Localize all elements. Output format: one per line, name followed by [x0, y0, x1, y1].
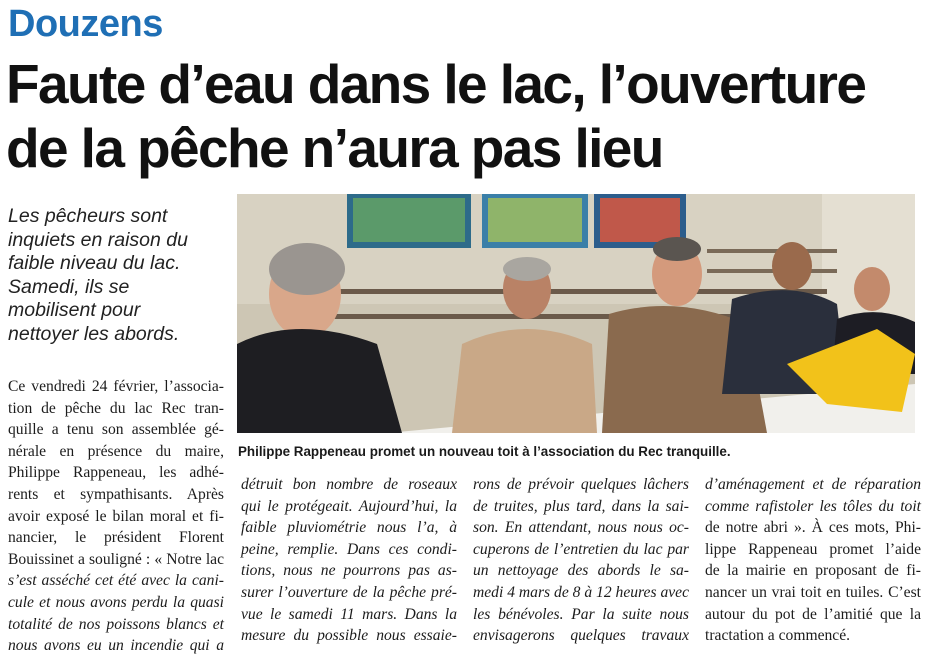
headline: [6, 52, 931, 180]
photo-illustration: [237, 194, 915, 433]
body-line: tractation a commencé.: [705, 627, 851, 645]
body-line: d’aménagement et de réparation: [705, 476, 921, 493]
chapo-line: faible niveau du lac.: [8, 252, 181, 274]
body-line: peine, remplie. Dans ces condi-: [241, 540, 457, 558]
article-column-3: [473, 474, 689, 647]
article-column-2: [241, 474, 457, 647]
body-line: comme rafistoler les tôles du toit: [705, 497, 921, 515]
body-line: totalité de nos poissons blancs et: [8, 615, 224, 633]
body-line: son. En attendant, nous nous oc-: [473, 519, 689, 537]
body-line: nous avons eu un incendie qui a: [8, 637, 224, 655]
headline-line: de la pêche n’aura pas lieu: [6, 117, 663, 179]
body-line: de notre abri ». À ces mots, Phi-: [705, 519, 921, 537]
chapo-line: Les pêcheurs sont: [8, 205, 168, 227]
body-line: rons de prévoir quelques lâchers: [473, 476, 689, 493]
body-line: envisagerons quelques travaux: [473, 627, 689, 645]
body-line: medi 4 mars de 8 à 12 heures avec: [473, 583, 689, 601]
body-line: rents et sympathisants. Après: [8, 485, 224, 503]
article-photo: [237, 194, 915, 433]
body-line: nancier, le président Florent: [8, 529, 224, 547]
chapo-line: Samedi, ils se: [8, 275, 130, 298]
body-line: les bénévoles. Par la suite nous: [473, 605, 689, 623]
body-line: s’est asséché cet été avec la cani-: [8, 572, 224, 590]
body-line: cuperons de l’entretien du lac par: [473, 540, 689, 558]
section-kicker: Douzens: [8, 3, 163, 45]
body-line: Philippe Rappeneau, les adhé-: [8, 464, 224, 482]
photo-caption: Philippe Rappeneau promet un nouveau toit à l’association du Rec tranquille.: [238, 444, 731, 459]
body-line: qui le protégeait. Aujourd’hui, la: [241, 497, 457, 515]
body-line: de truites, plus tard, dans la sai-: [473, 497, 689, 515]
body-line: tions, nous ne pourrons pas as-: [241, 562, 457, 580]
body-line: quille a tenu son assemblée gé-: [8, 421, 224, 439]
chapo-line: nettoyer les abords.: [8, 322, 180, 345]
body-line: détruit bon nombre de roseaux: [241, 476, 457, 493]
body-line: Ce vendredi 24 février, l’associa-: [8, 378, 224, 395]
body-line: mesure du possible nous essaie-: [241, 627, 457, 645]
body-line: lippe Rappeneau promet l’aide: [705, 540, 921, 558]
body-line: autour du pot de l’amitié que la: [705, 605, 921, 623]
body-line: faible pluviométrie nous l’a, à: [241, 519, 457, 537]
body-line: cule et nous avons perdu la quasi: [8, 593, 224, 611]
body-line: tion de pêche du lac Rec tran-: [8, 399, 224, 417]
chapo-line: inquiets en raison du: [8, 228, 188, 251]
chapo-lead: [8, 205, 233, 346]
body-line: un nettoyage des abords le sa-: [473, 562, 689, 580]
body-line: Bouissinet a souligné : « Notre lac: [8, 550, 224, 568]
headline-line: Faute d’eau dans le lac, l’ouverture: [6, 53, 866, 115]
body-line: de la mairie en proposant de fi-: [705, 562, 921, 580]
body-line: nérale en présence du maire,: [8, 442, 224, 460]
body-line: surer l’ouverture de la pêche pré-: [241, 583, 457, 601]
article-column-1: [8, 376, 224, 657]
body-line: vue le samedi 11 mars. Dans la: [241, 605, 457, 623]
article-column-4: [705, 474, 921, 647]
chapo-line: mobilisent pour: [8, 299, 141, 321]
body-line: nancer un vrai toit en tuiles. C’est: [705, 583, 921, 601]
body-line: avoir exposé le bilan moral et fi-: [8, 507, 224, 525]
